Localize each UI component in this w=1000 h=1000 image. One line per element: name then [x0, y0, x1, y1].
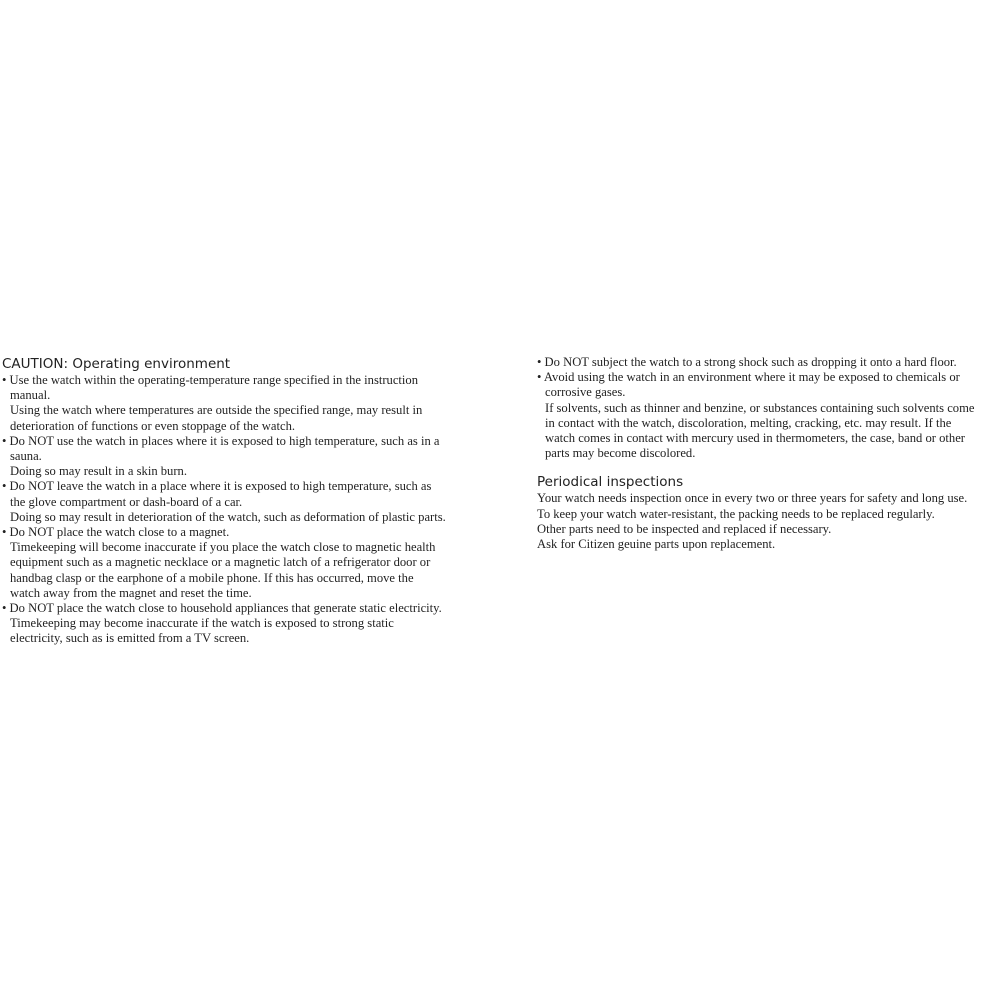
- text-line: sauna.: [10, 449, 42, 464]
- right-column: [537, 355, 997, 552]
- caution-item-chemicals: [537, 370, 997, 461]
- text-line: manual.: [10, 388, 51, 403]
- text-line: the glove compartment or dash-board of a car.: [10, 494, 243, 509]
- caution-item-shock: [537, 355, 997, 370]
- text-line: Doing so may result in a skin burn.: [10, 464, 187, 479]
- text-line: • Use the watch within the operating-temperature range specified in the instruction: [2, 373, 419, 387]
- text-line: watch away from the magnet and reset the time.: [10, 585, 252, 600]
- text-line: • Do NOT place the watch close to household appliances that generate static electricity.: [2, 601, 442, 616]
- text-line: • Avoid using the watch in an environment where it may be exposed to chemicals or: [537, 370, 960, 385]
- text-line: • Do NOT leave the watch in a place where it is exposed to high temperature, such as: [2, 479, 432, 494]
- text-line: • Do NOT subject the watch to a strong shock such as dropping it onto a hard floor.: [537, 355, 957, 369]
- left-column: [2, 355, 482, 647]
- text-line: Doing so may result in deterioration of the watch, such as deformation of plastic parts.: [10, 509, 446, 524]
- caution-item-temperature-range: [2, 373, 482, 434]
- text-line: Your watch needs inspection once in every two or three years for safety and long use.: [537, 491, 968, 506]
- caution-item-high-temperature: [2, 434, 482, 480]
- caution-item-car: [2, 479, 482, 525]
- text-line: parts may become discolored.: [545, 446, 696, 461]
- text-line: deterioration of functions or even stoppage of the watch.: [10, 418, 296, 433]
- inspections-heading: Periodical inspections: [537, 474, 684, 491]
- text-line: If solvents, such as thinner and benzine, or substances containing such solvents come: [545, 400, 975, 415]
- text-line: corrosive gases.: [545, 385, 626, 400]
- text-line: handbag clasp or the earphone of a mobile phone. If this has occurred, move the: [10, 570, 414, 585]
- caution-item-magnet: [2, 525, 482, 601]
- text-line: in contact with the watch, discoloration, melting, cracking, etc. may result. If the: [545, 415, 952, 430]
- text-line: equipment such as a magnetic necklace or a magnetic latch of a refrigerator door or: [10, 555, 431, 570]
- text-line: watch comes in contact with mercury used in thermometers, the case, band or other: [545, 431, 965, 446]
- text-line: • Do NOT place the watch close to a magnet.: [2, 525, 230, 540]
- text-line: Using the watch where temperatures are outside the specified range, may result in: [10, 403, 423, 418]
- section-spacer: [537, 461, 997, 473]
- text-line: • Do NOT use the watch in places where it is exposed to high temperature, such as in a: [2, 433, 440, 448]
- text-line: Timekeeping will become inaccurate if you place the watch close to magnetic health: [10, 540, 436, 555]
- text-line: To keep your watch water-resistant, the packing needs to be replaced regularly.: [537, 506, 935, 521]
- text-line: Ask for Citizen geuine parts upon replacement.: [537, 537, 776, 552]
- text-line: Other parts need to be inspected and replaced if necessary.: [537, 521, 832, 536]
- inspections-paragraph: [537, 491, 997, 552]
- text-line: electricity, such as is emitted from a TV screen.: [10, 631, 250, 646]
- text-line: Timekeeping may become inaccurate if the watch is exposed to strong static: [10, 616, 394, 631]
- caution-item-static-electricity: [2, 601, 482, 647]
- caution-heading: CAUTION: Operating environment: [2, 356, 231, 372]
